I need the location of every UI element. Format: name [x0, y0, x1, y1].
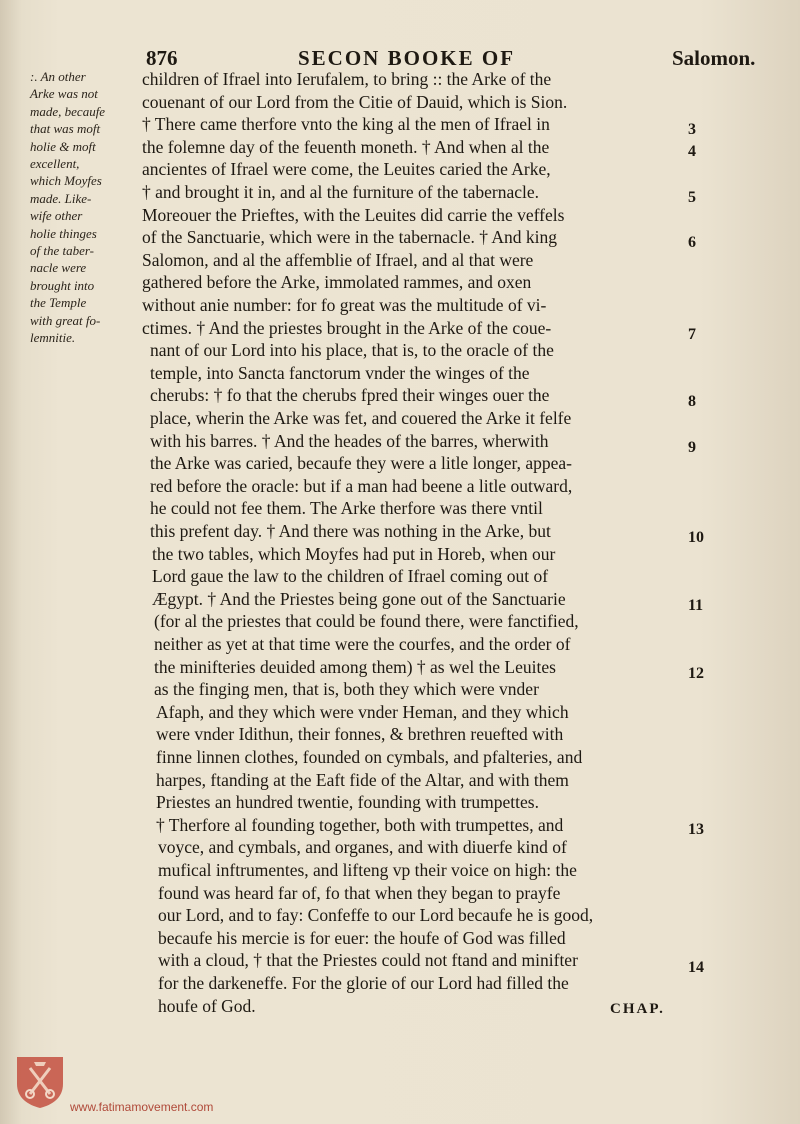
text-line: the folemne day of the feuenth moneth. † And when al the — [142, 136, 550, 157]
margin-note-line: excellent, — [30, 156, 80, 172]
text-line: ancientes of Ifrael were come, the Leuites caried the Arke, — [142, 159, 551, 180]
verse-number: 3 — [688, 121, 696, 138]
margin-note-line: with great fo- — [30, 312, 101, 328]
text-line: children of Ifrael into Ierufalem, to bring :: the Arke of the — [142, 69, 552, 89]
text-line: Salomon, and al the affemblie of Ifrael, and al that were — [142, 249, 534, 270]
text-line: (for al the priestes that could be found there, were fanctified, — [154, 611, 579, 632]
text-line: the Arke was caried, becaufe they were a litle longer, appea- — [150, 453, 572, 474]
verse-number: 6 — [688, 234, 696, 251]
text-line: ctimes. † And the priestes brought in the Arke of the coue- — [142, 317, 552, 338]
text-line: for the darkeneffe. For the glorie of our Lord had filled the — [158, 973, 569, 993]
margin-note-line: holie & moft — [30, 138, 96, 154]
text-line: voyce, and cymbals, and organes, and with diuerfe kind of — [158, 837, 567, 858]
text-line: finne linnen clothes, founded on cymbals, and pfalteries, and — [156, 747, 583, 767]
text-line: the two tables, which Moyfes had put in Horeb, when our — [152, 543, 556, 564]
watermark-url: www.fatimamovement.com — [70, 1100, 214, 1114]
text-line: Priestes an hundred twentie, founding with trumpettes. — [156, 792, 539, 813]
verse-number: 12 — [688, 665, 704, 682]
text-line: † and brought it in, and al the furniture of the tabernacle. — [142, 182, 540, 202]
text-line: this prefent day. † And there was nothing in the Arke, but — [150, 521, 551, 541]
text-line: he could not fee them. The Arke therfore was there vntil — [150, 498, 543, 519]
page-number: 876 — [146, 46, 178, 70]
text-line: Moreouer the Prieftes, with the Leuites did carrie the veffels — [142, 204, 565, 225]
text-line: red before the oracle: but if a man had beene a litle outward, — [150, 475, 573, 496]
margin-note-line: of the taber- — [30, 243, 95, 259]
verse-number: 14 — [688, 959, 704, 976]
margin-note-line: which Moyfes — [30, 173, 102, 189]
running-title: SECON BOOKE OF — [298, 46, 516, 70]
margin-note-line: holie thinges — [30, 225, 97, 241]
verse-number: 7 — [688, 326, 696, 343]
verse-number: 5 — [688, 189, 696, 206]
text-line: becaufe his mercie is for euer: the houfe of God was filled — [158, 927, 566, 948]
text-line: Ægypt. † And the Priestes being gone out of the Sanctuarie — [152, 588, 566, 609]
text-line: mufical inftrumentes, and lifteng vp their voice on high: the — [158, 860, 577, 880]
verse-number: 10 — [688, 529, 704, 546]
margin-note-line: nacle were — [30, 260, 87, 276]
text-line: as the finging men, that is, both they which were vnder — [154, 679, 539, 700]
margin-note-line: wife other — [30, 208, 83, 224]
margin-note-line: that was moft — [30, 121, 101, 137]
text-line: Lord gaue the law to the children of Ifrael coming out of — [152, 566, 549, 587]
text-line: nant of our Lord into his place, that is, to the oracle of the — [150, 340, 554, 361]
text-line: † Therfore al founding together, both with trumpettes, and — [156, 814, 564, 835]
text-line: without anie number: for fo great was the multitude of vi- — [142, 295, 547, 315]
text-line: with a cloud, † that the Priestes could not ftand and minifter — [158, 950, 578, 971]
text-line: cherubs: † fo that the cherubs fpred their winges ouer the — [150, 385, 550, 406]
text-line: with his barres. † And the heades of the barres, wherwith — [150, 430, 549, 451]
margin-note-line: lemnitie. — [30, 330, 76, 346]
margin-note-line: :. An other — [30, 69, 86, 84]
text-line: found was heard far of, fo that when they began to prayfe — [158, 882, 561, 903]
text-line: the minifteries deuided among them) † as wel the Leuites — [154, 656, 556, 677]
text-line: harpes, ftanding at the Eaft fide of the Altar, and with them — [156, 769, 569, 790]
text-line: our Lord, and to fay: Confeffe to our Lord becaufe he is good, — [158, 905, 594, 926]
papal-keys-seal-icon — [14, 1054, 66, 1110]
text-line: temple, into Sancta fanctorum vnder the winges of the — [150, 362, 530, 383]
verse-number: 9 — [688, 439, 696, 456]
verse-number: 4 — [688, 143, 696, 160]
text-line: place, wherin the Arke was fet, and couered the Arke it felfe — [150, 408, 572, 428]
margin-note-line: made. Like- — [30, 190, 92, 206]
running-title-right: Salomon. — [672, 46, 756, 70]
text-line: couenant of our Lord from the Citie of Dauid, which is Sion. — [142, 91, 568, 112]
margin-note-line: Arke was not — [30, 86, 98, 102]
margin-annotation — [30, 68, 142, 347]
text-line: neither as yet at that time were the courfes, and the order of — [154, 634, 571, 654]
margin-note-line: made, becaufe — [30, 103, 106, 119]
margin-note-line: the Temple — [30, 295, 87, 311]
text-line: gathered before the Arke, immolated rammes, and oxen — [142, 272, 532, 293]
text-line: were vnder Idithun, their fonnes, & brethren reuefted with — [156, 724, 564, 745]
text-line: houfe of God. — [158, 995, 256, 1016]
catchword: CHAP. — [610, 1001, 665, 1017]
verse-number: 11 — [688, 597, 704, 614]
margin-note-line: brought into — [30, 277, 95, 293]
verse-number: 8 — [688, 393, 696, 410]
text-line: of the Sanctuarie, which were in the tabernacle. † And king — [142, 227, 557, 248]
verse-number: 13 — [688, 821, 704, 838]
text-line: Afaph, and they which were vnder Heman, and they which — [156, 701, 569, 722]
text-line: † There came therfore vnto the king al the men of Ifrael in — [142, 114, 550, 135]
